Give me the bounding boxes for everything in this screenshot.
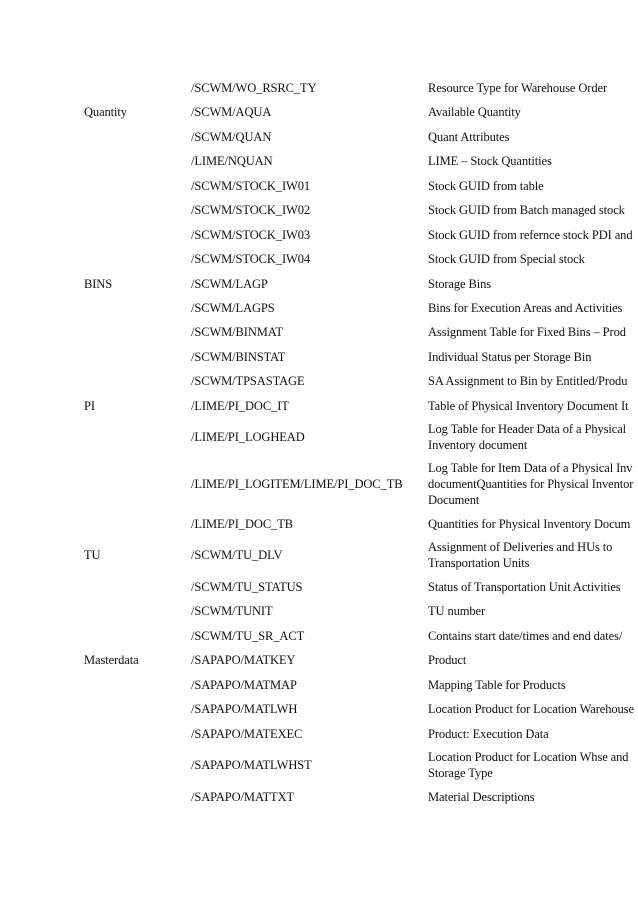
table-row [0, 601, 638, 621]
description-text: Storage Bins [428, 277, 492, 291]
table-name-cell: /SAPAPO/MATTXT [191, 790, 295, 804]
table-name-cell: /SCWM/LAGPS [191, 301, 275, 315]
category-cell [84, 200, 184, 220]
description-cell [428, 650, 638, 670]
category-cell [84, 298, 184, 318]
description-cell [428, 724, 638, 744]
description-text: Resource Type for Warehouse Order [428, 81, 608, 95]
category-cell: Quantity [84, 105, 127, 119]
table-row [0, 537, 638, 573]
description-text: Product: Execution Data [428, 727, 549, 741]
category-cell: BINS [84, 277, 113, 291]
table-name-cell: /SCWM/TUNIT [191, 604, 273, 618]
category-cell [84, 151, 184, 171]
table-row [0, 787, 638, 807]
description-text: Location Product for Location Warehouse [428, 702, 634, 716]
table-row [0, 747, 638, 783]
category-cell [84, 347, 184, 367]
description-cell [428, 577, 638, 597]
description-cell [428, 298, 638, 318]
table-row [0, 127, 638, 147]
table-name-cell: /LIME/PI_LOGITEM/LIME/PI_DOC_TB [191, 477, 403, 491]
description-text: Assignment Table for Fixed Bins – Prod [428, 325, 626, 339]
table-row [0, 347, 638, 367]
table-row [0, 249, 638, 269]
category-cell [84, 747, 184, 783]
description-text: Assignment of Deliveries and HUs to Transportation Units [428, 540, 613, 570]
table-name-cell: /SCWM/STOCK_IW03 [191, 228, 311, 242]
category-cell [84, 699, 184, 719]
table-name-cell: /LIME/PI_LOGHEAD [191, 430, 305, 444]
table-row [0, 577, 638, 597]
category-cell: PI [84, 399, 95, 413]
category-cell [84, 787, 184, 807]
description-text: Table of Physical Inventory Document It [428, 399, 629, 413]
description-text: Contains start date/times and end dates/ [428, 629, 623, 643]
table-row [0, 675, 638, 695]
category-cell [84, 459, 184, 509]
table-row [0, 322, 638, 342]
description-text: Stock GUID from refernce stock PDI and [428, 228, 633, 242]
table-row [0, 699, 638, 719]
table-row [0, 724, 638, 744]
table-name-cell: /SAPAPO/MATMAP [191, 678, 297, 692]
description-cell [428, 396, 638, 416]
table-name-cell: /SCWM/WO_RSRC_TY [191, 81, 317, 95]
description-cell [428, 371, 638, 391]
description-cell [428, 537, 638, 573]
category-cell [84, 577, 184, 597]
table-row [0, 371, 638, 391]
table-row [0, 419, 638, 455]
description-text: Log Table for Item Data of a Physical Inv documentQuantities for Physical Inventor Document [428, 461, 634, 507]
table-row [0, 225, 638, 245]
description-cell [428, 699, 638, 719]
table-name-cell: /SCWM/TU_SR_ACT [191, 629, 305, 643]
description-cell [428, 102, 638, 122]
description-cell [428, 514, 638, 534]
category-cell [84, 419, 184, 455]
description-text: Quant Attributes [428, 130, 510, 144]
description-cell [428, 675, 638, 695]
table-name-cell: /SAPAPO/MATEXEC [191, 727, 303, 741]
description-cell [428, 747, 638, 783]
description-cell [428, 225, 638, 245]
description-text: Stock GUID from Special stock [428, 252, 585, 266]
description-cell [428, 151, 638, 171]
description-text: TU number [428, 604, 486, 618]
category-cell [84, 724, 184, 744]
category-cell: Masterdata [84, 653, 139, 667]
description-cell [428, 419, 638, 455]
table-name-cell: /LIME/NQUAN [191, 154, 273, 168]
description-text: Status of Transportation Unit Activities [428, 580, 621, 594]
description-text: Bins for Execution Areas and Activities [428, 301, 623, 315]
category-cell [84, 78, 184, 98]
description-text: Available Quantity [428, 105, 521, 119]
description-text: Individual Status per Storage Bin [428, 350, 592, 364]
description-text: Product [428, 653, 467, 667]
table-row [0, 514, 638, 534]
table-name-cell: /SAPAPO/MATLWH [191, 702, 298, 716]
description-cell [428, 274, 638, 294]
description-text: Location Product for Location Whse and Storage Type [428, 750, 629, 780]
category-cell: TU [84, 548, 101, 562]
description-text: Mapping Table for Products [428, 678, 566, 692]
category-cell [84, 225, 184, 245]
table-row [0, 298, 638, 318]
description-cell [428, 347, 638, 367]
category-cell [84, 675, 184, 695]
description-text: Stock GUID from table [428, 179, 544, 193]
description-cell [428, 176, 638, 196]
table-row [0, 274, 638, 294]
table-name-cell: /SCWM/BINSTAT [191, 350, 286, 364]
category-cell [84, 626, 184, 646]
table-name-cell: /SCWM/LAGP [191, 277, 268, 291]
description-text: Log Table for Header Data of a Physical Inventory document [428, 422, 627, 452]
description-cell [428, 787, 638, 807]
category-cell [84, 514, 184, 534]
table-row [0, 176, 638, 196]
description-cell [428, 459, 638, 509]
table-name-cell: /SCWM/STOCK_IW01 [191, 179, 311, 193]
table-row [0, 151, 638, 171]
table-row [0, 650, 638, 670]
description-cell [428, 78, 638, 98]
description-text: SA Assignment to Bin by Entitled/Produ [428, 374, 628, 388]
description-text: Material Descriptions [428, 790, 535, 804]
table-row [0, 459, 638, 509]
table-name-cell: /SCWM/TPSASTAGE [191, 374, 305, 388]
table-row [0, 626, 638, 646]
table-name-cell: /LIME/PI_DOC_TB [191, 517, 293, 531]
table-name-cell: /SCWM/STOCK_IW02 [191, 203, 311, 217]
table-row [0, 396, 638, 416]
category-cell [84, 371, 184, 391]
description-cell [428, 626, 638, 646]
table-name-cell: /SCWM/AQUA [191, 105, 272, 119]
category-cell [84, 601, 184, 621]
table-name-cell: /SCWM/BINMAT [191, 325, 283, 339]
table-name-cell: /SCWM/TU_DLV [191, 548, 283, 562]
description-text: Quantities for Physical Inventory Docum [428, 517, 631, 531]
category-cell [84, 322, 184, 342]
description-cell [428, 601, 638, 621]
category-cell [84, 249, 184, 269]
description-cell [428, 200, 638, 220]
table-row [0, 102, 638, 122]
table-name-cell: /SCWM/TU_STATUS [191, 580, 303, 594]
description-cell [428, 249, 638, 269]
table-name-cell: /SAPAPO/MATLWHST [191, 758, 312, 772]
table-name-cell: /SCWM/QUAN [191, 130, 272, 144]
table-name-cell: /SCWM/STOCK_IW04 [191, 252, 311, 266]
table-row [0, 78, 638, 98]
table-name-cell: /SAPAPO/MATKEY [191, 653, 296, 667]
description-cell [428, 322, 638, 342]
table-name-cell: /LIME/PI_DOC_IT [191, 399, 289, 413]
table-row [0, 200, 638, 220]
category-cell [84, 176, 184, 196]
description-text: LIME – Stock Quantities [428, 154, 552, 168]
category-cell [84, 127, 184, 147]
description-text: Stock GUID from Batch managed stock [428, 203, 625, 217]
description-cell [428, 127, 638, 147]
